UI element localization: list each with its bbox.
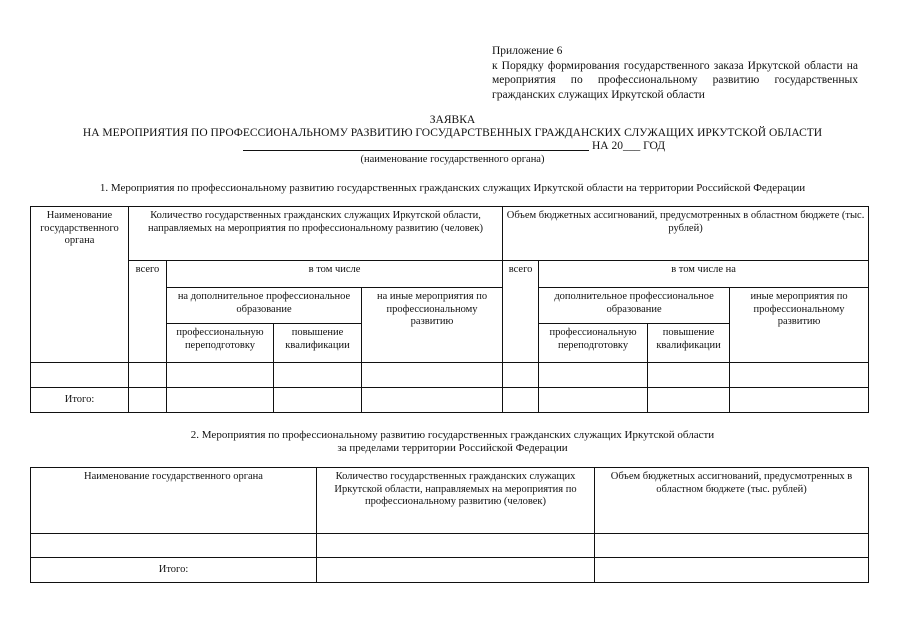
total-label: Итого: [31, 558, 317, 583]
input-cell[interactable] [317, 558, 595, 583]
section2-heading [0, 429, 905, 455]
document-subtitle: НА МЕРОПРИЯТИЯ ПО ПРОФЕССИОНАЛЬНОМУ РАЗВИТИЮ ГОСУДАРСТВЕННЫХ ГРАЖДАНСКИХ СЛУЖАЩИХ ИРКУТСКОЙ ОБЛАСТИ [82, 127, 823, 139]
input-cell[interactable] [317, 534, 595, 558]
input-cell[interactable] [539, 388, 648, 413]
input-cell[interactable] [31, 534, 317, 558]
header-budget-retraining: профессиональную переподготовку [539, 324, 648, 363]
section2-heading-line2: за пределами территории Российской Федерации [337, 442, 568, 454]
input-cell[interactable] [648, 363, 730, 388]
input-cell[interactable] [503, 388, 539, 413]
input-cell[interactable] [595, 558, 869, 583]
input-cell[interactable] [31, 363, 129, 388]
section2-table [30, 467, 869, 583]
input-cell[interactable] [730, 388, 869, 413]
appendix-note [492, 44, 858, 102]
input-cell[interactable] [167, 363, 274, 388]
header-employee-count: Количество государственных гражданских служащих Иркутской области, направляемых на мероприятия по профессиональному развитию (человек) [129, 207, 503, 261]
header-budget-total: всего [503, 261, 539, 363]
header-budget-including: в том числе на [539, 261, 869, 288]
input-cell[interactable] [539, 363, 648, 388]
header-budget-other-events: иные мероприятия по профессиональному развитию [730, 288, 869, 363]
header-count-qualification: повышение квалификации [274, 324, 362, 363]
appendix-reference: к Порядку формирования государственного заказа Иркутской области на мероприятия по профессиональному развитию государственных гражданских служащих Иркутской области [492, 59, 858, 101]
header-employee-count: Количество государственных гражданских служащих Иркутской области, направляемых на мероприятия по профессиональному развитию (человек) [317, 468, 595, 534]
organ-name-blank-line [243, 139, 589, 151]
input-cell[interactable] [274, 388, 362, 413]
table-row [31, 534, 869, 558]
header-budget-qualification: повышение квалификации [648, 324, 730, 363]
header-budget-additional-education: дополнительное профессиональное образование [539, 288, 730, 324]
header-organ-name: Наименование государственного органа [31, 207, 129, 363]
document-title: ЗАЯВКА [429, 114, 476, 126]
input-cell[interactable] [274, 363, 362, 388]
total-row [31, 388, 869, 413]
input-cell[interactable] [167, 388, 274, 413]
header-count-other-events: на иные мероприятия по профессиональному развитию [362, 288, 503, 363]
input-cell[interactable] [503, 363, 539, 388]
total-row [31, 558, 869, 583]
header-count-including: в том числе [167, 261, 503, 288]
header-count-additional-education: на дополнительное профессиональное образование [167, 288, 362, 324]
header-count-total: всего [129, 261, 167, 363]
header-count-retraining: профессиональную переподготовку [167, 324, 274, 363]
input-cell[interactable] [129, 388, 167, 413]
year-label: НА 20___ ГОД [592, 140, 666, 152]
header-budget: Объем бюджетных ассигнований, предусмотренных в областном бюджете (тыс. рублей) [595, 468, 869, 534]
header-budget: Объем бюджетных ассигнований, предусмотренных в областном бюджете (тыс. рублей) [503, 207, 869, 261]
section1-table [30, 206, 869, 413]
header-organ-name: Наименование государственного органа [31, 468, 317, 534]
input-cell[interactable] [362, 388, 503, 413]
input-cell[interactable] [362, 363, 503, 388]
total-label: Итого: [31, 388, 129, 413]
appendix-number: Приложение 6 [492, 45, 563, 57]
input-cell[interactable] [129, 363, 167, 388]
organ-name-caption: (наименование государственного органа) [360, 154, 545, 165]
table-row [31, 363, 869, 388]
input-cell[interactable] [648, 388, 730, 413]
section2-heading-line1: 2. Мероприятия по профессиональному развитию государственных гражданских служащих Иркутской области [190, 429, 715, 441]
section1-heading: 1. Мероприятия по профессиональному развитию государственных гражданских служащих Иркутской области на территории Российской Федерации [99, 182, 806, 194]
input-cell[interactable] [595, 534, 869, 558]
input-cell[interactable] [730, 363, 869, 388]
